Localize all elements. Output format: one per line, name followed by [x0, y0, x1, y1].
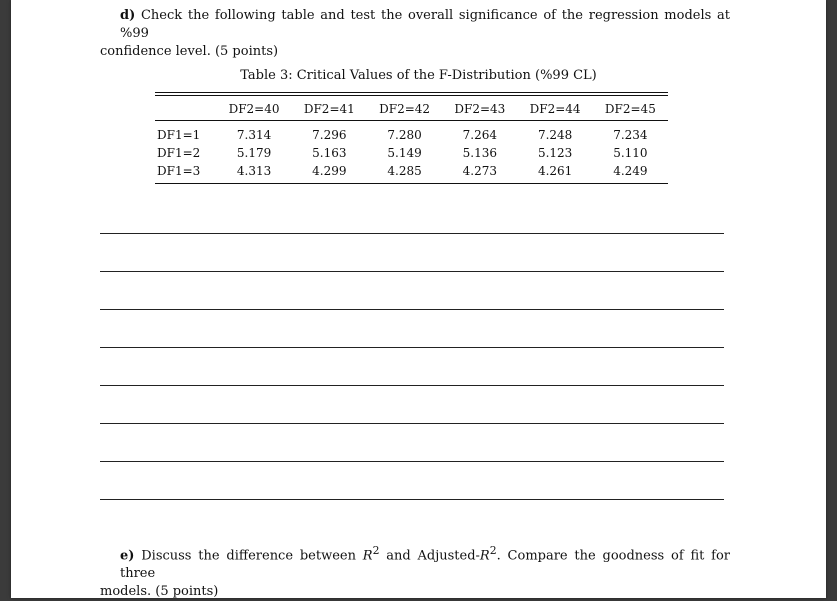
table-cell: 7.248 — [537, 128, 573, 142]
row-label: DF1=3 — [157, 164, 201, 178]
question-d-text1: Check the following table and test the overall significance of the regression models at %99 — [120, 8, 730, 41]
table-cell: 4.249 — [613, 164, 648, 178]
table-header-cell: DF2=45 — [604, 102, 656, 116]
table-caption: Table 3: Critical Values of the F-Distribution (%99 CL) — [240, 68, 597, 83]
question-e-line1 — [100, 542, 730, 583]
question-d — [100, 7, 730, 61]
answer-line — [100, 385, 724, 386]
table-cell: 4.273 — [462, 164, 498, 178]
question-e-text1b: and Adjusted- — [379, 548, 480, 564]
answer-line — [100, 461, 724, 462]
answer-line — [100, 309, 724, 310]
table-rule-bottom — [155, 183, 668, 184]
question-e-label: e) — [120, 548, 135, 564]
table-cell: 5.110 — [613, 146, 648, 160]
question-e — [100, 542, 730, 601]
table-cell: 7.280 — [387, 128, 422, 142]
table-cell: 5.136 — [462, 146, 498, 160]
question-d-label: d) — [120, 8, 136, 23]
r-squared-exponent: 2 — [372, 544, 380, 557]
table-cell: 5.163 — [312, 146, 347, 160]
table-cell: 7.296 — [312, 128, 347, 142]
table-row — [155, 146, 668, 164]
question-e-text1c: . Compare the goodness of fit for three — [120, 548, 731, 582]
table-cell: 7.234 — [613, 128, 648, 142]
table-cell: 5.149 — [387, 146, 422, 160]
document-page — [11, 0, 826, 598]
question-e-line2: models. (5 points) — [100, 584, 219, 600]
table-cell: 4.261 — [537, 164, 573, 178]
table-rule-top-double — [155, 95, 668, 96]
answer-line — [100, 233, 724, 234]
table-cell: 7.314 — [236, 128, 272, 142]
answer-line — [100, 271, 724, 272]
question-d-line1 — [100, 7, 730, 43]
row-label: DF1=1 — [157, 128, 201, 142]
table-header-cell: DF2=43 — [454, 102, 506, 116]
table-cell: 4.313 — [236, 164, 272, 178]
table-cell: 4.285 — [387, 164, 422, 178]
table-rule-top — [155, 92, 668, 93]
answer-line — [100, 347, 724, 348]
r-squared-exponent: 2 — [489, 544, 497, 557]
table-header-cell: DF2=44 — [529, 102, 581, 116]
answer-line — [100, 499, 724, 500]
question-e-text1a: Discuss the difference between — [141, 548, 363, 564]
answer-line — [100, 423, 724, 424]
table-row — [155, 164, 668, 182]
table-cell: 7.264 — [462, 128, 498, 142]
table-cell: 5.123 — [537, 146, 573, 160]
table-header-cell: DF2=41 — [303, 102, 355, 116]
table-row — [155, 128, 668, 146]
table-header-cell — [155, 102, 216, 120]
r-symbol: R — [479, 548, 490, 564]
table-rule-mid — [155, 120, 668, 121]
r-symbol: R — [362, 548, 373, 564]
table-header-row — [155, 102, 668, 120]
question-d-line2: confidence level. (5 points) — [100, 44, 279, 59]
table-header-cell: DF2=42 — [379, 102, 431, 116]
row-label: DF1=2 — [157, 146, 201, 160]
table-cell: 4.299 — [312, 164, 347, 178]
table-cell: 5.179 — [236, 146, 272, 160]
table-header-cell: DF2=40 — [228, 102, 280, 116]
